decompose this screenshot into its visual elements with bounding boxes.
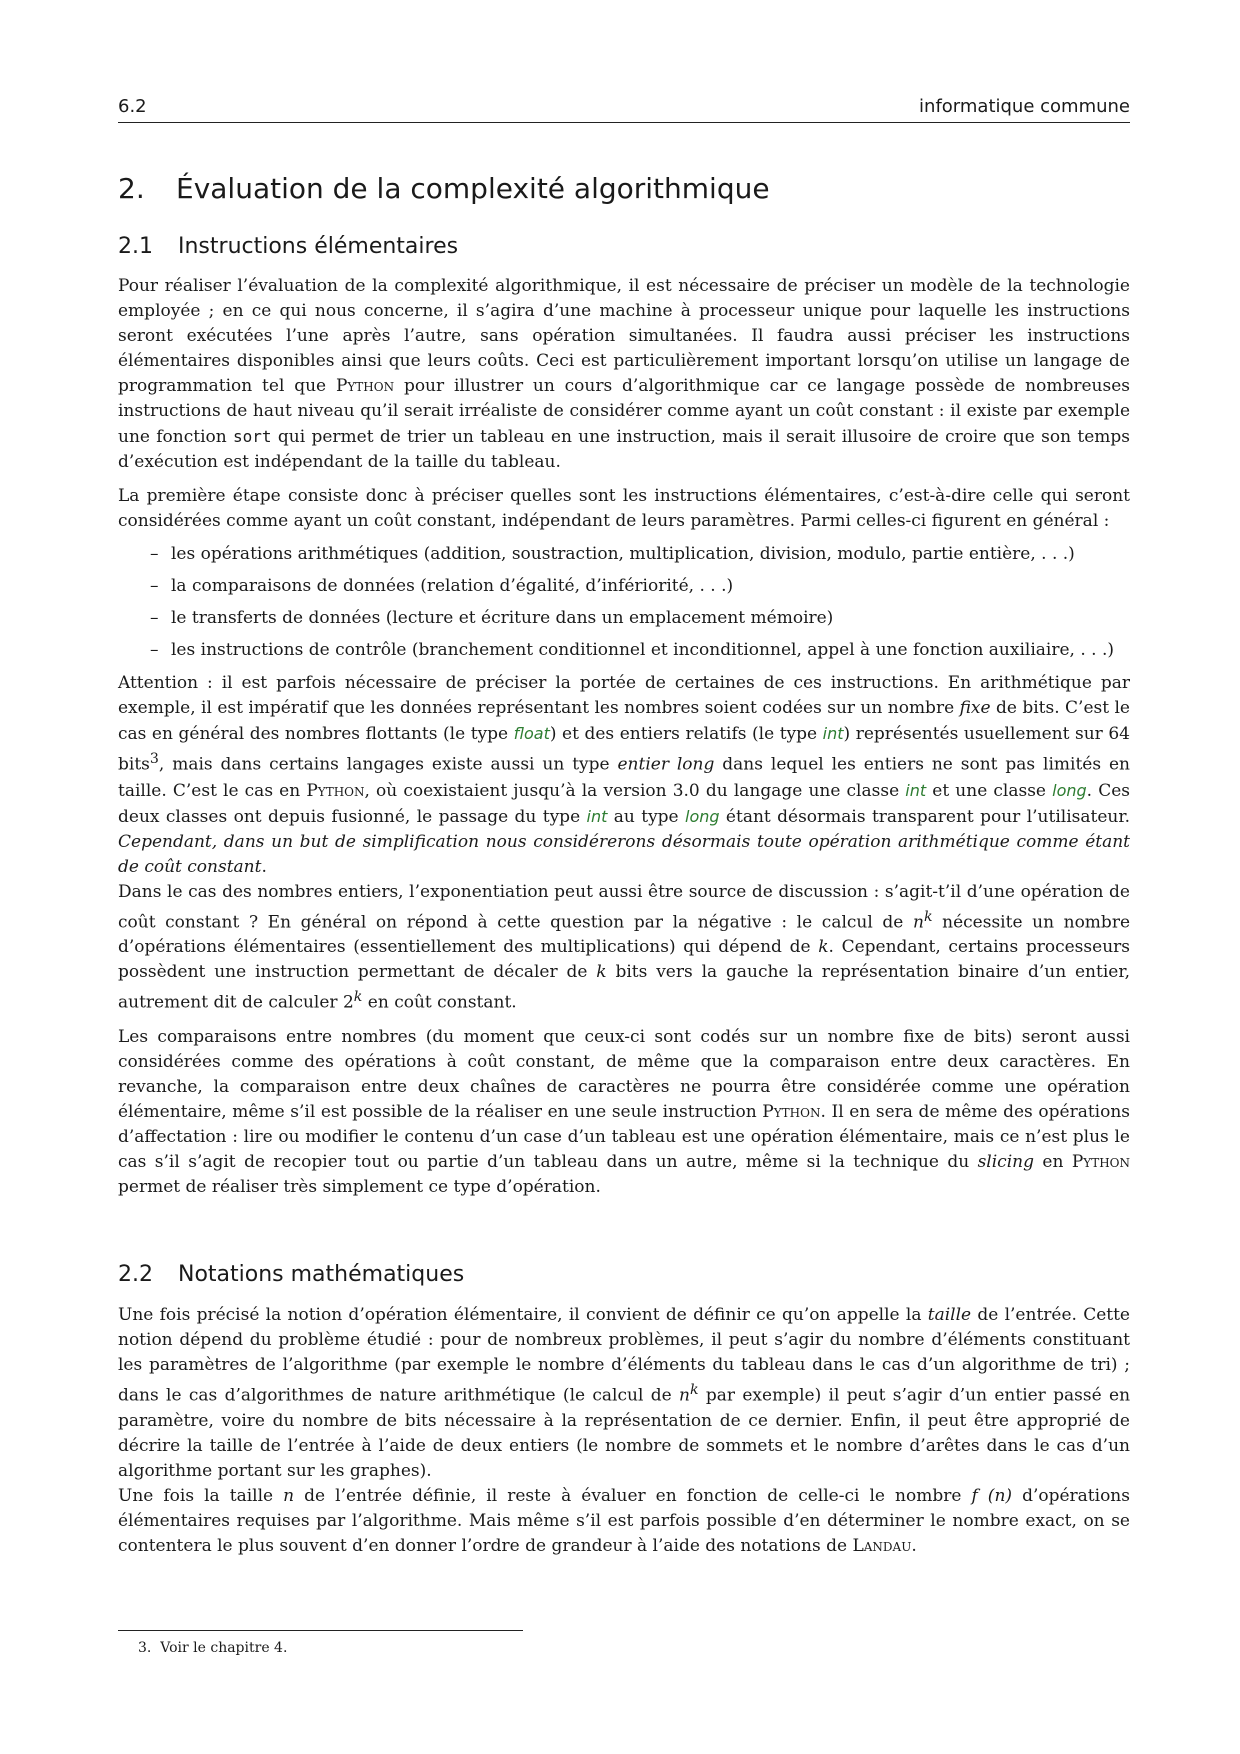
list-item: – les instructions de contrôle (branchement conditionnel et inconditionnel, appel à une fonction auxiliaire, . . .) [150,640,1115,660]
footnote-marker: 3 [149,751,159,767]
subsection-number: 2.1 [118,234,153,259]
landau-name: Landau [852,1535,912,1556]
keyword-long: long [685,806,720,826]
keyword-float: float [513,724,550,743]
python-name: Python [335,376,395,396]
keyword-long: long [1052,780,1087,800]
python-name: Python [306,780,365,801]
footnote [138,1640,287,1656]
list-item: – le transferts de données (lecture et écriture dans un emplacement mémoire) [150,608,834,628]
section-heading [118,172,770,205]
subsection-heading-2-2 [118,1262,464,1287]
keyword-int: int [905,780,927,800]
subsection-title: Instructions élémentaires [178,234,459,259]
section-number: 2. [118,172,145,205]
header-section-number: 6.2 [118,96,147,117]
python-name: Python [762,1101,821,1122]
running-header [118,96,1130,123]
paragraph-input-size: Une fois précisé la notion d’opération élémentaire, il convient de définir ce qu’on appelle la taille de l’entrée. Cette notion dépend du problème étudié : pour de nombreux problèmes, il peut s’agir du nombre d’éléments constituant les paramètres de l’algorithme (par exemple le nombre d’éléments du tableau dans le cas d’un algorithme de tri) ; dans le cas d’algorithmes de nature arithmétique (le calcul de $n^k$ par exemple) il peut s’agir d’un entier passé en paramètre, voire du nombre de bits nécessaire à la représentation de ce dernier. Enfin, il peut être approprié de décrire la taille de l’entrée à l’aide de deux entiers (le nombre de sommets et le nombre d’arêtes dans le cas d’un algorithme portant sur les graphes). [118,1305,1131,1481]
paragraph-model: Pour réaliser l’évaluation de la complexité algorithmique, il est nécessaire de préciser un modèle de la technologie employée ; en ce qui nous concerne, il s’agira d’une machine à processeur unique pour laquelle les instructions seront exécutées l’une après l’autre, sans opération simultanées. Il faudra aussi préciser les instructions élémentaires disponibles ainsi que leurs coûts. Ceci est particulièrement important lorsqu’on utilise un langage de programmation tel que Python pour illustrer un cours d’algorithmique car ce langage possède de nombreuses instructions de haut niveau qu’il serait irréaliste de considérer comme ayant un coût constant : il existe par exemple une fonction sort qui permet de trier un tableau en une instruction, mais il serait illusoire de croire que son temps d’exécution est indépendant de la taille du tableau. [118,276,1130,472]
subsection-2-1-body [118,274,1130,1200]
list-item: – la comparaisons de données (relation d’égalité, d’infériorité, . . .) [150,576,734,596]
paragraph-first-step: La première étape consiste donc à préciser quelles sont les instructions élémentaires, c’est-à-dire celle qui seront considérées comme ayant un coût constant, indépendant de leurs paramètres. Parmi celles-ci figurent en général : [118,486,1130,531]
footnote-number: 3. [138,1640,152,1656]
subsection-2-2-body [118,1303,1130,1559]
list-item: – les opérations arithmétiques (addition, soustraction, multiplication, division, modulo, partie entière, . . .) [150,544,1075,564]
subsection-title: Notations mathématiques [178,1262,465,1287]
keyword-int: int [586,806,608,826]
elementary-instructions-list [118,542,1130,663]
section-title: Évaluation de la complexité algorithmique [176,172,770,205]
subsection-heading-2-1 [118,234,458,259]
paragraph-comparisons: Les comparaisons entre nombres (du moment que ceux-ci sont codés sur un nombre fixe de bits) seront aussi considérées comme des opérations à coût constant, de même que la comparaison entre deux caractères. En revanche, la comparaison entre deux chaînes de caractères ne pourra être considérée comme une opération élémentaire, même s’il est possible de la réaliser en une seule instruction Python. Il en sera de même des opérations d’affectation : lire ou modifier le contenu d’un case d’un tableau est une opération élémentaire, mais ce n’est plus le cas s’il s’agit de recopier tout ou partie d’un tableau dans un autre, même si la technique du slicing en Python permet de réaliser très simplement ce type d’opération. [118,1026,1131,1197]
footnote-rule [118,1630,523,1631]
emphasis-simplification: Cependant, dans un but de simplification nous considérerons désormais toute opération arithmétique comme étant de coût constant [118,831,1130,877]
code-sort: sort [233,427,272,446]
header-course-title: informatique commune [919,96,1130,117]
footnote-text: Voir le chapitre 4. [160,1640,288,1656]
subsection-number: 2.2 [118,1262,153,1287]
paragraph-attention: Attention : il est parfois nécessaire de préciser la portée de certaines de ces instructions. En arithmétique par exemple, il est impératif que les données représentant les nombres soient codées sur un nombre fixe de bits. C’est le cas en général des nombres flottants (le type float) et des entiers relatifs (le type int) représentés usuellement sur 64 bits$^3$, mais dans certains langages existe aussi un type entier long dans lequel les entiers ne sont pas limités en taille. C’est le cas en Python, où coexistaient jusqu’à la version 3.0 du langage une classe int et une classe long. Ces deux classes ont depuis fusionné, le passage du type int au type long étant désormais transparent pour l’utilisateur. Cependant, dans un but de simplification nous considérerons désormais toute opération arithmétique comme étant de coût constant. [118,673,1130,877]
python-name: Python [1071,1151,1130,1172]
paragraph-landau: Une fois la taille n de l’entrée définie, il reste à évaluer en fonction de celle-ci le nombre f (n) d’opérations élémentaires requises par l’algorithme. Mais même s’il est parfois possible d’en déterminer le nombre exact, on se contentera le plus souvent d’en donner l’ordre de grandeur à l’aide des notations de Landau. [118,1485,1130,1556]
keyword-int: int [822,724,844,743]
paragraph-exponentiation: Dans le cas des nombres entiers, l’exponentiation peut aussi être source de discussion : s’agit-t’il d’une opération de coût constant ? En général on répond à cette question par la négative : le calcul de $n^k$ nécessite un nombre d’opérations élémentaires (essentiellement des multiplications) qui dépend de k. Cependant, certains processeurs possèdent une instruction permettant de décaler de k bits vers la gauche la représentation binaire d’un entier, autrement dit de calculer 2$^k$ en coût constant. [118,881,1131,1013]
